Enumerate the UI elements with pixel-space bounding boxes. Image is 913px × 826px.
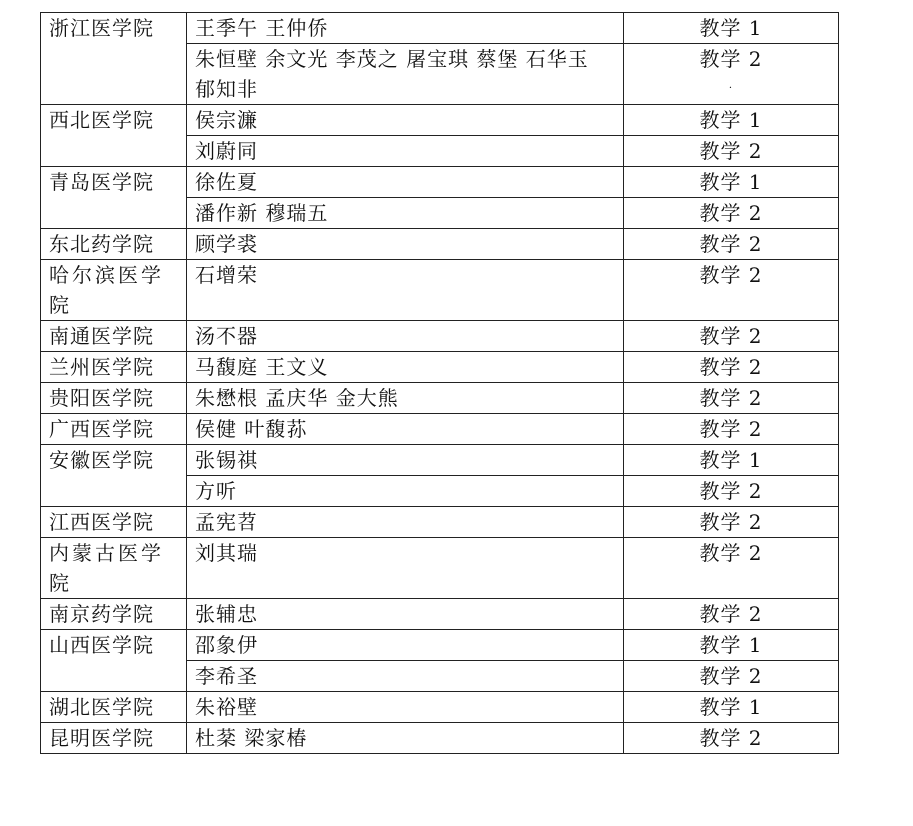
names-cell: 张锡祺 (187, 445, 624, 476)
table-row (41, 321, 839, 352)
school-cell: 贵阳医学院 (41, 383, 187, 414)
table-row (41, 13, 839, 44)
table-row (41, 260, 839, 321)
school-cell: 湖北医学院 (41, 692, 187, 723)
names-cell: 徐佐夏 (187, 167, 624, 198)
grade-cell: 教学 1 (624, 105, 839, 136)
school-cell: 江西医学院 (41, 507, 187, 538)
names-cell: 顾学裘 (187, 229, 624, 260)
grade-cell: 教学 2 (624, 414, 839, 445)
names-cell: 侯健 叶馥荪 (187, 414, 624, 445)
grade-cell: 教学 2 (624, 260, 839, 321)
grade-cell: 教学 2 (624, 723, 839, 754)
names-cell: 潘作新 穆瑞五 (187, 198, 624, 229)
school-cell: 安徽医学院 (41, 445, 187, 507)
names-cell: 侯宗濂 (187, 105, 624, 136)
grade-text: 教学 2 (699, 47, 763, 71)
names-cell: 朱恒壁 余文光 李茂之 屠宝琪 蔡堡 石华玉 郁知非 (187, 44, 624, 105)
table-row (41, 692, 839, 723)
grade-cell: 教学 2 (624, 383, 839, 414)
names-cell: 方听 (187, 476, 624, 507)
table-row (41, 167, 839, 198)
table-row (41, 599, 839, 630)
grade-cell (624, 44, 839, 105)
grade-cell: 教学 1 (624, 13, 839, 44)
school-cell: 西北医学院 (41, 105, 187, 167)
table-row (41, 229, 839, 260)
names-cell: 马馥庭 王文义 (187, 352, 624, 383)
school-cell: 昆明医学院 (41, 723, 187, 754)
school-cell: 哈尔滨医学院 (41, 260, 187, 321)
table-row (41, 445, 839, 476)
table-row (41, 723, 839, 754)
school-cell: 广西医学院 (41, 414, 187, 445)
school-cell: 南通医学院 (41, 321, 187, 352)
grade-cell: 教学 1 (624, 692, 839, 723)
grade-cell: 教学 2 (624, 507, 839, 538)
names-cell: 孟宪苕 (187, 507, 624, 538)
names-cell: 邵象伊 (187, 630, 624, 661)
names-cell: 朱懋根 孟庆华 金大熊 (187, 383, 624, 414)
school-cell: 南京药学院 (41, 599, 187, 630)
document-page (40, 12, 839, 754)
names-cell: 汤不器 (187, 321, 624, 352)
grade-cell: 教学 2 (624, 229, 839, 260)
names-cell: 刘其瑞 (187, 538, 624, 599)
table-row (41, 507, 839, 538)
names-cell: 石增荣 (187, 260, 624, 321)
grade-cell: 教学 2 (624, 136, 839, 167)
names-cell: 朱裕壁 (187, 692, 624, 723)
school-cell: 山西医学院 (41, 630, 187, 692)
grade-cell: 教学 2 (624, 599, 839, 630)
stray-dot: · (728, 83, 734, 94)
school-cell: 兰州医学院 (41, 352, 187, 383)
names-cell: 王季午 王仲侨 (187, 13, 624, 44)
grade-cell: 教学 2 (624, 321, 839, 352)
grade-cell: 教学 1 (624, 167, 839, 198)
grade-cell: 教学 2 (624, 661, 839, 692)
school-cell: 浙江医学院 (41, 13, 187, 105)
table-row (41, 414, 839, 445)
names-cell: 张辅忠 (187, 599, 624, 630)
school-cell: 青岛医学院 (41, 167, 187, 229)
table-row (41, 383, 839, 414)
table-row (41, 105, 839, 136)
grade-cell: 教学 1 (624, 630, 839, 661)
school-cell: 内蒙古医学院 (41, 538, 187, 599)
grade-cell: 教学 2 (624, 538, 839, 599)
grade-cell: 教学 2 (624, 198, 839, 229)
faculty-table (40, 12, 839, 754)
names-cell: 李希圣 (187, 661, 624, 692)
grade-cell: 教学 2 (624, 476, 839, 507)
table-row (41, 352, 839, 383)
grade-cell: 教学 1 (624, 445, 839, 476)
table-row (41, 630, 839, 661)
school-cell: 东北药学院 (41, 229, 187, 260)
names-cell: 杜棻 梁家椿 (187, 723, 624, 754)
faculty-table-body (41, 13, 839, 754)
names-cell: 刘蔚同 (187, 136, 624, 167)
table-row (41, 538, 839, 599)
grade-cell: 教学 2 (624, 352, 839, 383)
